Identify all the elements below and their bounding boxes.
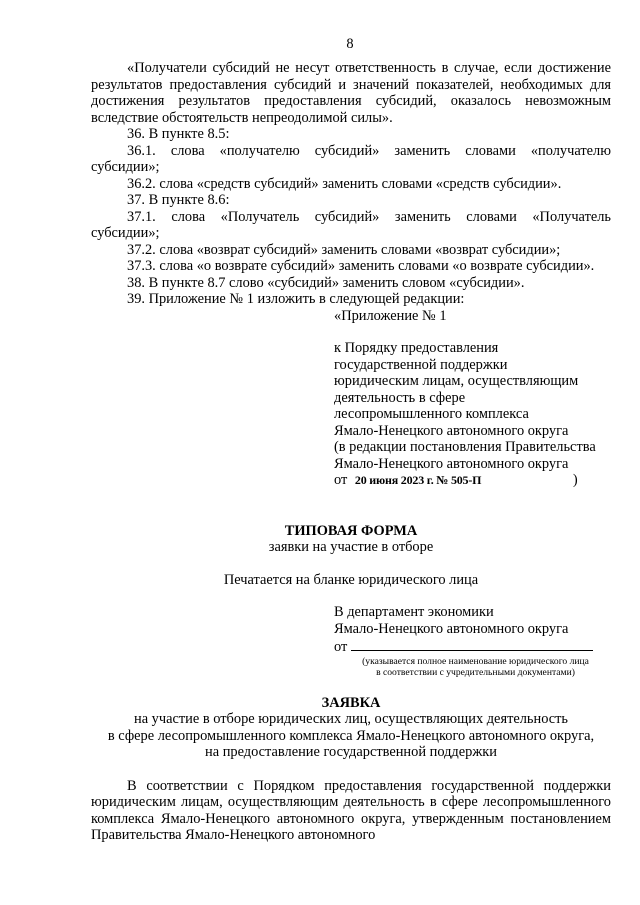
form-subtitle: заявки на участие в отборе bbox=[268, 539, 434, 555]
appendix-title: «Приложение № 1 bbox=[334, 307, 447, 324]
addressee-hint: в соответствии с учредительными документами) bbox=[376, 666, 575, 678]
paragraph: 38. В пункте 8.7 слово «субсидий» заменить словом «субсидии». bbox=[127, 274, 525, 291]
paragraph: 36.2. слова «средств субсидий» заменить словами «средств субсидии». bbox=[127, 175, 562, 192]
paragraph: «Получатели субсидий не несут ответственность в случае, если достижение результатов предоставления субсидий и значений показателей, необходимых для достижения результатов предоставления субсидий, оказалось невозможным вследствие обстоятельств непреодолимой силы». bbox=[91, 60, 611, 126]
addressee-line: В департамент экономики bbox=[334, 604, 494, 620]
appendix-line: лесопромышленного комплекса bbox=[334, 406, 529, 422]
fill-line bbox=[351, 637, 593, 651]
application-subtitle: в сфере лесопромышленного комплекса Ямало-Ненецкого автономного округа, bbox=[107, 727, 595, 744]
appendix-line: Ямало-Ненецкого автономного округа bbox=[334, 422, 569, 439]
paragraph: 39. Приложение № 1 изложить в следующей редакции: bbox=[127, 291, 465, 307]
paragraph: 36.1. слова «получателю субсидий» заменить словами «получателю субсидии»; bbox=[91, 142, 611, 175]
addressee-block bbox=[334, 604, 611, 678]
letterhead-note: Печатается на бланке юридического лица bbox=[223, 571, 479, 588]
paragraph: 36. В пункте 8.5: bbox=[127, 126, 230, 142]
appendix-line: деятельность в сфере bbox=[334, 389, 466, 406]
appendix-line: к Порядку предоставления bbox=[334, 340, 499, 356]
application-subtitle: на предоставление государственной поддержки bbox=[205, 744, 497, 760]
document-body bbox=[91, 60, 611, 844]
appendix-line: Ямало-Ненецкого автономного округа bbox=[334, 455, 569, 472]
paragraph: В соответствии с Порядком предоставления государственной поддержки юридическим лицам, осуществляющим деятельность в сфере лесопромышленного комплекса Ямало-Ненецкого автономного округа, утвержденным постановлением Правительства Ямало-Ненецкого автономного bbox=[91, 777, 611, 843]
addressee-hint: (указывается полное наименование юридического лица bbox=[362, 655, 589, 667]
application-title: ЗАЯВКА bbox=[321, 694, 381, 711]
paragraph: 37.2. слова «возврат субсидий» заменить словами «возврат субсидии»; bbox=[127, 241, 561, 258]
application-subtitle: на участие в отборе юридических лиц, осуществляющих деятельность bbox=[134, 711, 568, 727]
paragraph: 37.3. слова «о возврате субсидий» заменить словами «о возврате субсидии». bbox=[127, 258, 595, 274]
form-title: ТИПОВАЯ ФОРМА bbox=[284, 522, 418, 539]
paragraph: 37.1. слова «Получатель субсидий» заменить словами «Получатель субсидии»; bbox=[91, 208, 611, 241]
addressee-from bbox=[334, 637, 611, 656]
addressee-line: Ямало-Ненецкого автономного округа bbox=[334, 620, 569, 637]
appendix-line: государственной поддержки bbox=[334, 356, 508, 373]
appendix-date-line bbox=[334, 472, 611, 489]
from-prefix: от bbox=[334, 472, 348, 488]
close-paren: ) bbox=[572, 472, 578, 488]
page-number: 8 bbox=[346, 36, 354, 52]
appendix-header bbox=[334, 308, 611, 489]
appendix-line: юридическим лицам, осуществляющим bbox=[334, 373, 579, 389]
from-label: от bbox=[334, 639, 348, 655]
paragraph: 37. В пункте 8.6: bbox=[127, 192, 230, 208]
date-stamp: 20 июня 2023 г. № 505-П bbox=[354, 473, 482, 487]
appendix-line: (в редакции постановления Правительства bbox=[334, 439, 596, 455]
